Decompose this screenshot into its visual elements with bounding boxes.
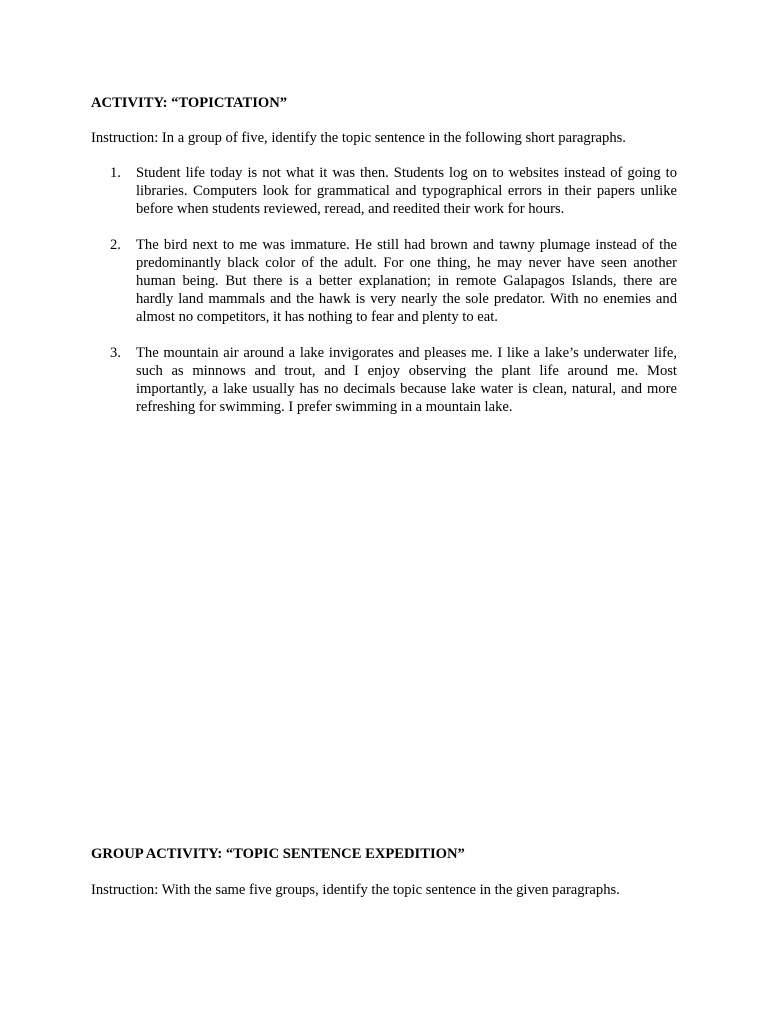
paragraph-list (110, 164, 677, 434)
item-number: 1. (110, 165, 121, 181)
item-paragraph: The bird next to me was immature. He still had brown and tawny plumage instead of the predominantly black color of the adult. For one thing, he may never have seen another human being. But there is a better explanation; in remote Galapagos Islands, there are hardly land mammals and the hawk is very nearly the sole predator. With no enemies and almost no competitors, it has nothing to fear and plenty to eat. (136, 237, 677, 325)
activity-instruction: Instruction: In a group of five, identify the topic sentence in the following short paragraphs. (91, 130, 626, 146)
group-activity-heading: GROUP ACTIVITY: “TOPIC SENTENCE EXPEDITION” (91, 846, 465, 862)
list-item (110, 164, 677, 218)
activity-heading: ACTIVITY: “TOPICTATION” (91, 95, 288, 111)
item-paragraph: Student life today is not what it was then. Students log on to websites instead of going to libraries. Computers look for grammatical and typographical errors in their papers unlike before when students reviewed, reread, and reedited their work for hours. (136, 165, 677, 217)
group-activity-instruction: Instruction: With the same five groups, identify the topic sentence in the given paragraphs. (91, 882, 620, 898)
list-item (110, 344, 677, 416)
list-item (110, 236, 677, 326)
item-number: 3. (110, 345, 121, 361)
item-number: 2. (110, 237, 121, 253)
item-paragraph: The mountain air around a lake invigorates and pleases me. I like a lake’s underwater life, such as minnows and trout, and I enjoy observing the plant life around me. Most importantly, a lake usually has no decimals because lake water is clean, natural, and more refreshing for swimming. I prefer swimming in a mountain lake. (136, 345, 677, 415)
